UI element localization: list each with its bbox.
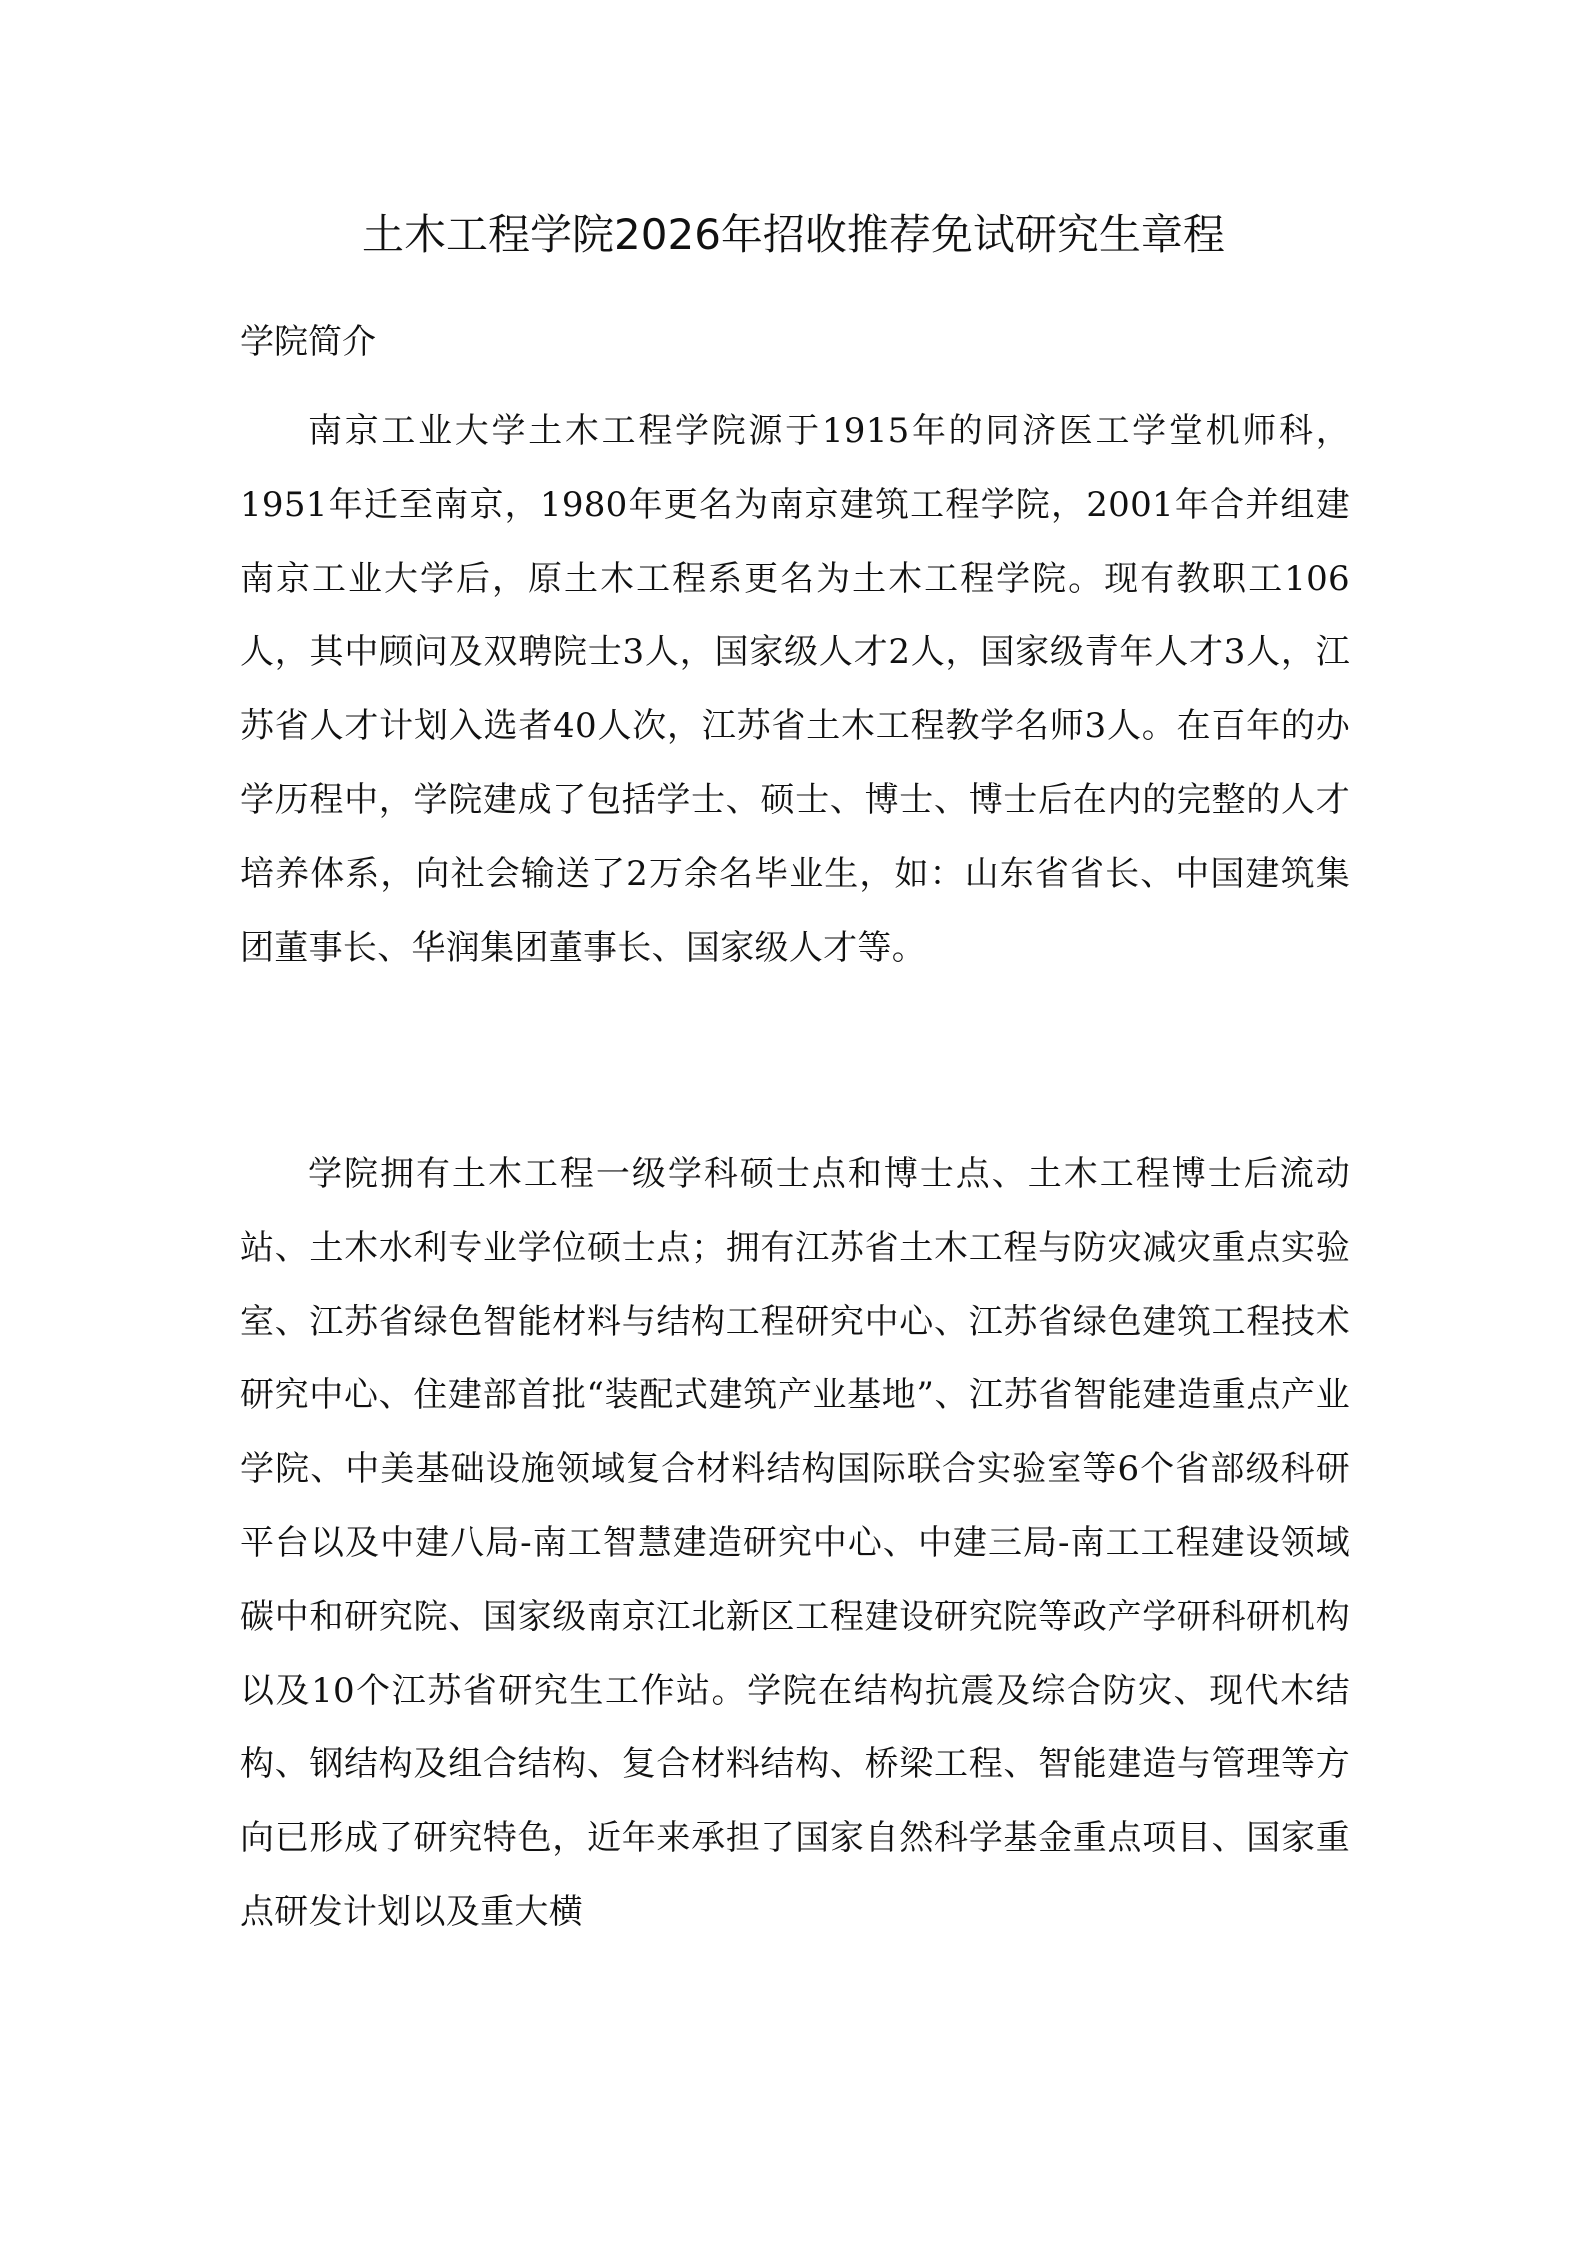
body-paragraph-2: 学院拥有土木工程一级学科硕士点和博士点、土木工程博士后流动站、土木水利专业学位硕士点；拥有江苏省土木工程与防灾减灾重点实验室、江苏省绿色智能材料与结构工程研究中心、江苏省绿色建筑工程技术研究中心、住建部首批“装配式建筑产业基地”、江苏省智能建造重点产业学院、中美基础设施领域复合材料结构国际联合实验室等6个省部级科研平台以及中建八局-南工智慧建造研究中心、中建三局-南工工程建设领域碳中和研究院、国家级南京江北新区工程建设研究院等政产学研科研机构以及10个江苏省研究生工作站。学院在结构抗震及综合防灾、现代木结构、钢结构及组合结构、复合材料结构、桥梁工程、智能建造与管理等方向已形成了研究特色，近年来承担了国家自然科学基金重点项目、国家重点研发计划以及重大横 <box>240 1154 1350 1932</box>
document-title: 土木工程学院2026年招收推荐免试研究生章程 <box>362 210 1225 259</box>
body-paragraph-1: 南京工业大学土木工程学院源于1915年的同济医工学堂机师科，1951年迁至南京，1980年更名为南京建筑工程学院，2001年合并组建南京工业大学后，原土木工程系更名为土木工程学院。现有教职工106人，其中顾问及双聘院士3人，国家级人才2人，国家级青年人才3人，江苏省人才计划入选者40人次，江苏省土木工程教学名师3人。在百年的办学历程中，学院建成了包括学士、硕士、博士、博士后在内的完整的人才培养体系，向社会输送了2万余名毕业生，如：山东省省长、中国建筑集团董事长、华润集团董事长、国家级人才等。 <box>240 411 1350 968</box>
section-heading: 学院简介 <box>240 322 376 362</box>
